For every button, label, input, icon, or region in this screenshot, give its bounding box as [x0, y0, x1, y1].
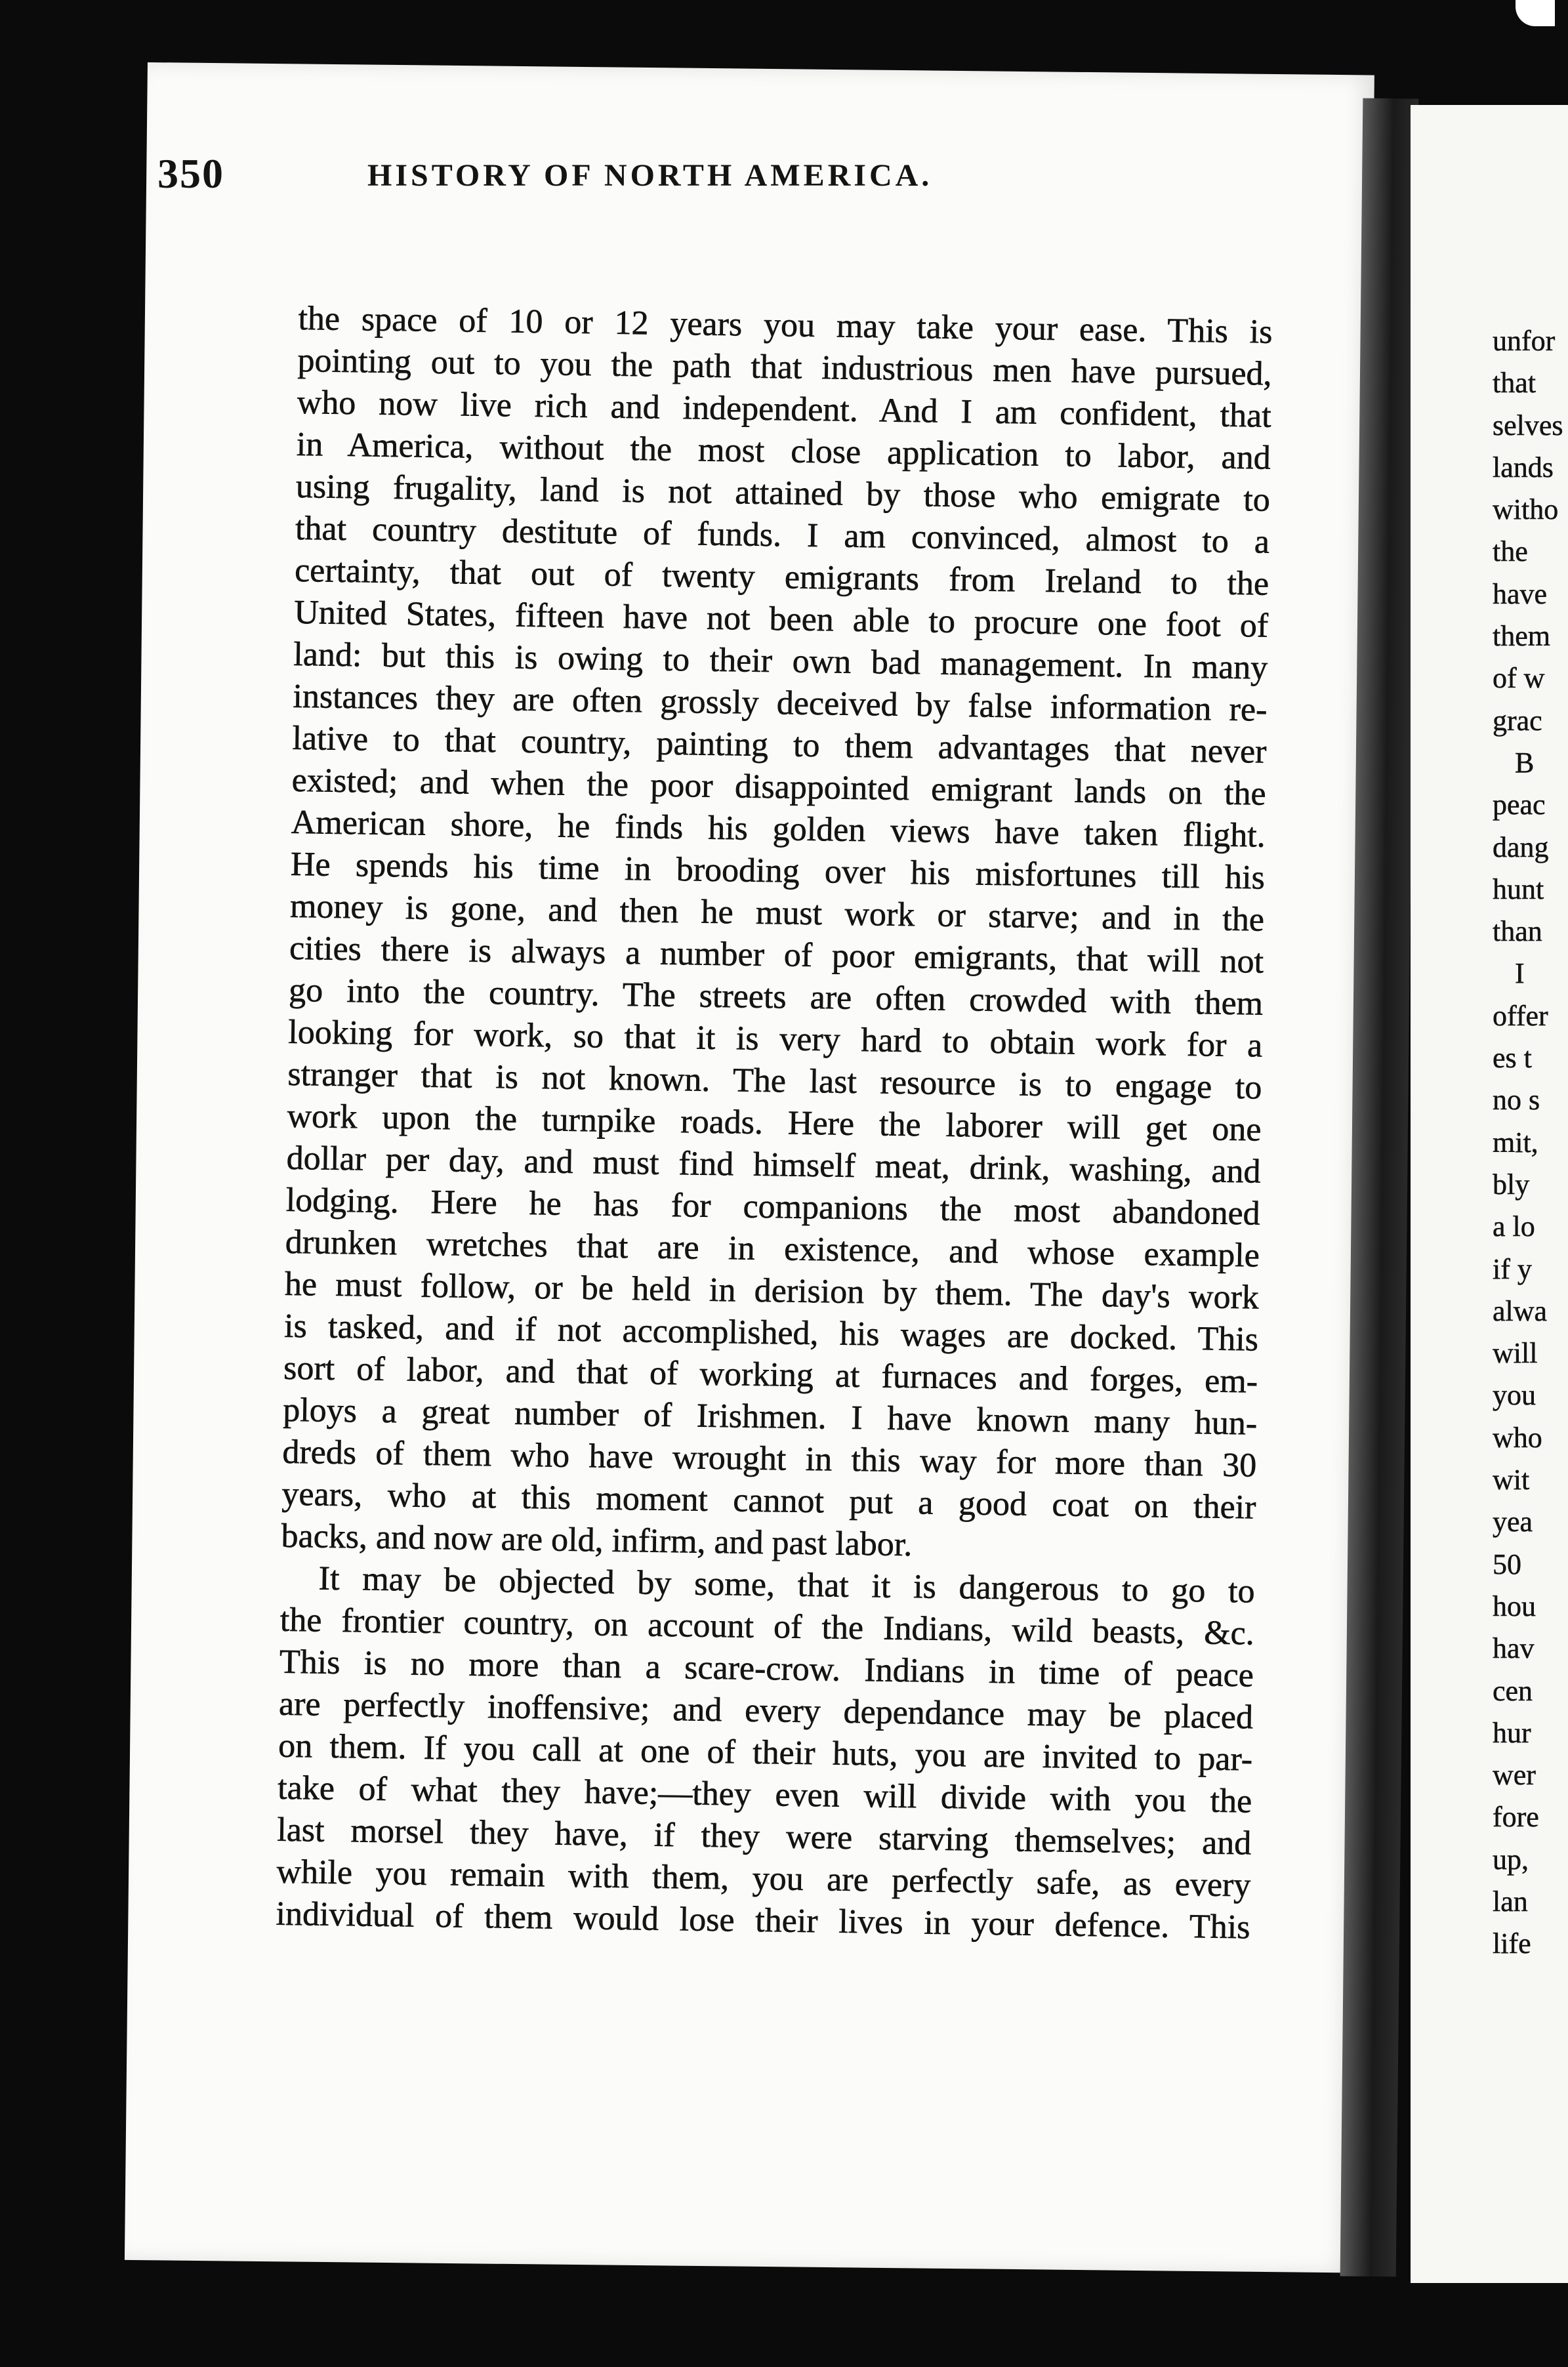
facing-text-line: hav: [1493, 1632, 1535, 1665]
body-text: [275, 298, 1273, 2017]
facing-text-line: lands: [1493, 451, 1554, 484]
facing-text-line: peac: [1493, 789, 1546, 821]
text-line: money is gone, and then he must work or starve; and in the: [289, 887, 1265, 939]
running-title: HISTORY OF NORTH AMERICA.: [367, 158, 933, 193]
scan-corner-artifact: [1516, 0, 1555, 26]
text-line: lative to that country, painting to them advantages that never: [292, 719, 1267, 771]
facing-text-line: will: [1493, 1337, 1538, 1370]
facing-text-line: dang: [1493, 831, 1549, 863]
facing-text-line: yea: [1493, 1506, 1533, 1538]
text-line: he must follow, or be held in derision by them. The day's work: [284, 1265, 1260, 1317]
facing-text-line: alwa: [1493, 1294, 1548, 1327]
text-line: drunken wretches that are in existence, and whose example: [285, 1223, 1260, 1275]
facing-text-line: if y: [1493, 1252, 1532, 1285]
text-line: ploys a great number of Irishmen. I have known many hun-: [282, 1391, 1258, 1443]
text-line: dollar per day, and must find himself meat, drink, washing, and: [286, 1139, 1261, 1191]
text-line: United States, fifteen have not been able to procure one foot of: [293, 593, 1269, 645]
text-line: are perfectly inoffensive; and every dependance may be placed: [278, 1685, 1254, 1737]
facing-text-line: hur: [1493, 1716, 1531, 1749]
text-line: take of what they have;—they even will divide with you the: [277, 1769, 1252, 1821]
text-line: the frontier country, on account of the Indians, wild beasts, &c.: [279, 1601, 1255, 1653]
facing-text-line: mit,: [1493, 1126, 1538, 1159]
facing-text-line: offer: [1493, 999, 1548, 1032]
facing-text-line: of w: [1493, 662, 1545, 695]
facing-text-line: have: [1493, 577, 1548, 610]
text-line: stranger that is not known. The last resource is to engage to: [287, 1055, 1262, 1107]
text-line: that country destitute of funds. I am convinced, almost to a: [295, 509, 1270, 561]
text-line: dreds of them who have wrought in this way for more than 30: [282, 1433, 1257, 1485]
facing-text-line: wer: [1493, 1759, 1536, 1792]
text-line: cities there is always a number of poor emigrants, that will not: [289, 929, 1264, 981]
page-header: [157, 150, 1273, 228]
facing-text-line: a lo: [1493, 1210, 1535, 1243]
facing-text-line: than: [1493, 915, 1542, 948]
text-line: last morsel they have, if they were starving themselves; and: [276, 1811, 1252, 1863]
text-line: work upon the turnpike roads. Here the laborer will get one: [287, 1097, 1262, 1149]
facing-text-line: you: [1493, 1379, 1536, 1412]
facing-text-line: 50: [1493, 1548, 1521, 1580]
text-line: existed; and when the poor disappointed emigrant lands on the: [291, 761, 1266, 813]
facing-text-line: hou: [1493, 1590, 1536, 1622]
text-line: backs, and now are old, infirm, and past labor.: [281, 1517, 913, 1564]
facing-text-line: up,: [1493, 1843, 1529, 1876]
facing-text-line: cen: [1493, 1674, 1533, 1707]
facing-text-line: lan: [1493, 1885, 1528, 1918]
facing-text-line: that: [1493, 367, 1536, 400]
text-line: in America, without the most close application to labor, and: [296, 425, 1271, 477]
text-line: years, who at this moment cannot put a good coat on their: [281, 1475, 1256, 1527]
facing-text-line: the: [1493, 535, 1528, 568]
facing-text-line: selves: [1493, 409, 1563, 442]
text-line: instances they are often grossly deceived by false information re-: [293, 677, 1268, 729]
facing-text-line: fore: [1493, 1801, 1539, 1834]
text-line: It may be objected by some, that it is dangerous to go to: [318, 1559, 1256, 1611]
text-line: looking for work, so that it is very hard to obtain work for a: [287, 1013, 1263, 1065]
text-line: land: but this is owing to their own bad management. In many: [293, 635, 1268, 687]
facing-text-line: unfor: [1493, 325, 1556, 357]
text-line: certainty, that out of twenty emigrants from Ireland to the: [294, 551, 1269, 603]
facing-text-line: B: [1515, 746, 1535, 779]
facing-text-line: witho: [1493, 493, 1559, 526]
facing-text-line: them: [1493, 620, 1550, 653]
text-line: lodging. Here he has for companions the most abandoned: [285, 1181, 1261, 1233]
text-line: is tasked, and if not accomplished, his wages are docked. This: [283, 1307, 1259, 1359]
facing-text-line: no s: [1493, 1084, 1540, 1117]
text-line: individual of them would lose their lives in your defence. This: [276, 1895, 1250, 1946]
text-line: who now live rich and independent. And I am confident, that: [297, 383, 1272, 435]
facing-text-line: bly: [1493, 1168, 1530, 1201]
facing-page-text: [1493, 320, 1568, 1966]
text-line: He spends his time in brooding over his misfortunes till his: [290, 845, 1266, 897]
text-line: go into the country. The streets are often crowded with them: [288, 971, 1264, 1023]
facing-text-line: who: [1493, 1421, 1542, 1454]
text-line: the space of 10 or 12 years you may take your ease. This is: [298, 299, 1273, 351]
text-line: This is no more than a scare-crow. Indians in time of peace: [279, 1643, 1254, 1695]
page-number: 350: [157, 150, 224, 197]
facing-text-line: wit: [1493, 1464, 1530, 1496]
text-line: using frugality, land is not attained by those who emigrate to: [295, 467, 1271, 519]
text-line: sort of labor, and that of working at furnaces and forges, em-: [283, 1349, 1258, 1401]
text-line: American shore, he finds his golden views have taken flight.: [291, 803, 1266, 855]
text-line: on them. If you call at one of their huts, you are invited to par-: [278, 1727, 1253, 1779]
facing-text-line: grac: [1493, 704, 1542, 737]
text-line: while you remain with them, you are perfectly safe, as every: [276, 1853, 1251, 1904]
text-line: pointing out to you the path that industrious men have pursued,: [297, 341, 1272, 393]
facing-text-line: life: [1493, 1927, 1531, 1960]
facing-text-line: es t: [1493, 1042, 1532, 1075]
facing-text-line: I: [1515, 957, 1525, 990]
facing-text-line: hunt: [1493, 873, 1544, 905]
